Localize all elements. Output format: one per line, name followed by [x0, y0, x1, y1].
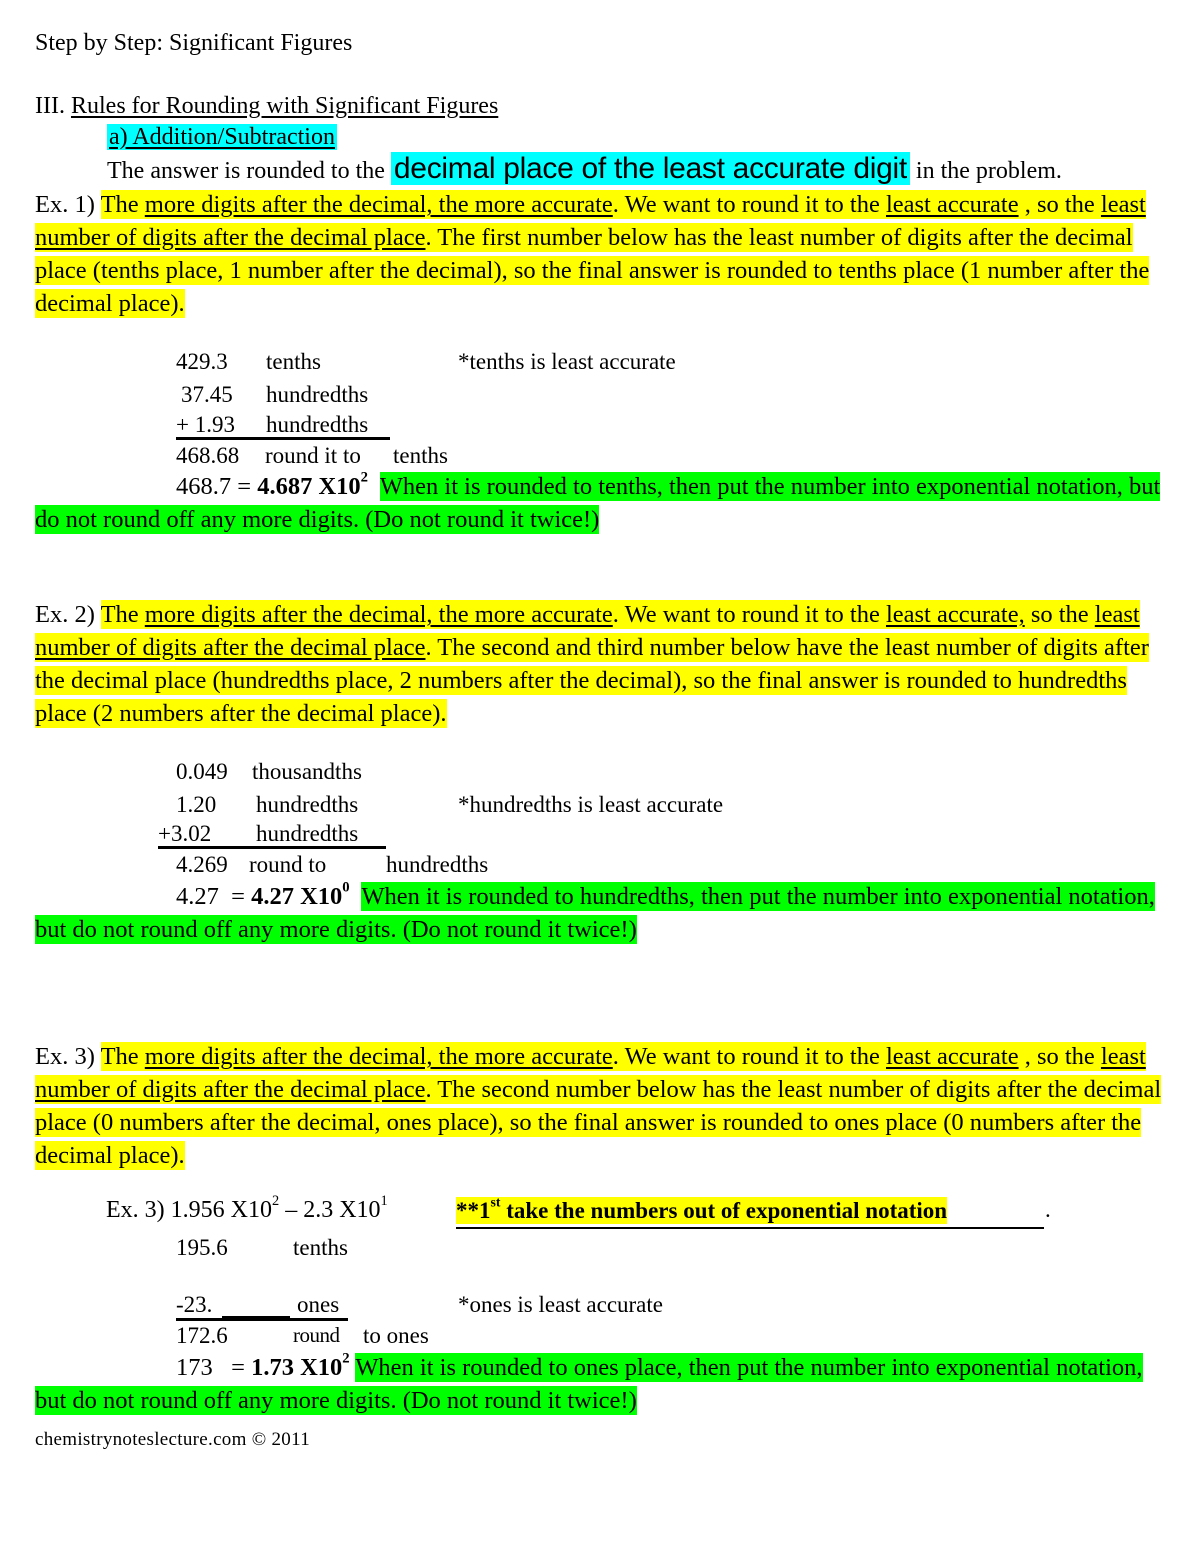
section-number: III. — [35, 93, 65, 119]
ex3-problem-exp2: 1 — [380, 1192, 388, 1209]
ex1-note: *tenths is least accurate — [458, 349, 676, 374]
intro-pre: The answer is rounded to the — [107, 158, 385, 184]
ex2-result-exp: 0 — [342, 879, 350, 896]
ex2-green-note: When it is rounded to hundredths, then put the number into exponential notation, but do not round off any more digits. (Do not round it twice!) — [35, 883, 1155, 943]
intro-emphasis: decimal place of the least accurate digit — [391, 152, 910, 185]
underlined-text: least number of digits after the decimal place — [35, 601, 1140, 661]
underlined-text: more digits after the decimal, the more accurate — [144, 1043, 613, 1070]
ex2-sum-label: round to — [249, 852, 327, 877]
text: . We want to round it to the — [612, 601, 880, 628]
ex1-result-plain: 468.7 = — [176, 473, 252, 500]
ex3-tip-highlight — [456, 1194, 948, 1224]
ex2-result-plain: 4.27 — [176, 883, 219, 910]
ex2-note: *hundredths is least accurate — [458, 792, 724, 817]
underlined-text: least number of digits after the decimal place — [35, 1043, 1146, 1103]
section-heading — [35, 94, 498, 118]
text: . The second and third number below have the least number of digits after the decimal place (hundredths place, 2 numbers after the decimal), so the final answer is rounded to hundredths place (2 numbers after the decimal place). — [35, 634, 1149, 727]
subsection-title: a) Addition/Subtraction — [109, 124, 335, 150]
ex2-result-eq: = — [231, 883, 245, 910]
ex1-row-3-num: + 1.93 — [176, 412, 235, 437]
ex2-sum-line — [158, 846, 386, 849]
intro-rule — [107, 154, 1062, 184]
underlined-text: least accurate, — [885, 601, 1025, 628]
ex2-result-bold: 4.27 X10 — [251, 883, 343, 910]
underlined-text: least number of digits after the decimal place — [35, 191, 1146, 251]
underlined-text: least accurate — [885, 1043, 1019, 1070]
intro-post: in the problem. — [915, 158, 1062, 184]
example-1-highlight — [35, 190, 1149, 318]
document-title: Step by Step: Significant Figures — [35, 30, 353, 56]
ex2-row-1-num: 0.049 — [176, 759, 228, 784]
ex2-result — [35, 880, 1165, 946]
ex1-row-1-num: 429.3 — [176, 349, 228, 374]
example-3-label: Ex. 3) — [35, 1043, 95, 1070]
example-2-paragraph — [35, 598, 1165, 730]
ex3-problem — [106, 1192, 388, 1223]
text: . The first number below has the least number of digits after the decimal place (tenths place, 1 number after the decimal), so the final answer is rounded to tenths place (1 number after the decimal place). — [35, 224, 1150, 317]
ex3-sum-label: round — [293, 1323, 340, 1347]
footer-copyright: chemistrynoteslecture.com © 2011 — [35, 1429, 311, 1450]
text: . The second number below has the least number of digits after the decimal place (0 numbers after the decimal, ones place), so the final answer is rounded to ones place (0 numbers after the decimal place). — [35, 1076, 1162, 1169]
ex3-row-1-label: tenths — [293, 1235, 348, 1260]
ex3-sum-line — [176, 1318, 348, 1321]
ex3-row-1-num: 195.6 — [176, 1235, 228, 1260]
ex3-problem-exp1: 2 — [271, 1192, 280, 1209]
ex3-problem-b: – 2.3 X10 — [279, 1197, 381, 1223]
ex1-result-bold: 4.687 X10 — [257, 473, 361, 500]
ex3-tip — [456, 1194, 948, 1223]
ex2-row-1-label: thousandths — [252, 759, 362, 784]
text: The — [100, 1043, 139, 1070]
ex3-green-note: When it is rounded to ones place, then put the number into exponential notation, but do not round off any more digits. (Do not round it twice!) — [35, 1354, 1143, 1414]
ex3-row-2-num: -23. — [176, 1292, 213, 1317]
text: so the — [1024, 601, 1089, 628]
underlined-text: more digits after the decimal, the more accurate — [144, 191, 613, 218]
ex3-sum-target: to ones — [363, 1323, 429, 1348]
ex3-result — [35, 1351, 1165, 1417]
ex3-note: *ones is least accurate — [458, 1292, 663, 1317]
text: The — [100, 191, 139, 218]
ex1-result — [35, 470, 1165, 536]
example-3-paragraph — [35, 1040, 1165, 1172]
ex3-sum: 172.6 — [176, 1323, 228, 1348]
ex3-problem-a: Ex. 3) 1.956 X10 — [106, 1197, 272, 1223]
ex2-row-2-num: 1.20 — [176, 792, 217, 817]
ex3-result-bold: 1.73 X10 — [251, 1354, 343, 1381]
example-1-paragraph — [35, 188, 1165, 320]
ex1-row-3-label: hundredths — [266, 412, 369, 437]
ex1-sum-label: round it to — [265, 443, 361, 468]
underlined-text: more digits after the decimal, the more accurate — [144, 601, 613, 628]
ex2-sum-target: hundredths — [386, 852, 489, 877]
ex2-sum: 4.269 — [176, 852, 228, 877]
text: . We want to round it to the — [612, 1043, 880, 1070]
ex1-sum-line — [176, 437, 390, 440]
underlined-text: least accurate — [885, 191, 1019, 218]
section-title: Rules for Rounding with Significant Figures — [70, 93, 499, 119]
ex3-tip-underline — [456, 1227, 1044, 1229]
example-2-highlight — [35, 600, 1149, 728]
ex1-row-2-num: 37.45 — [181, 382, 233, 407]
ex3-tip-post: take the numbers out of exponential notation — [500, 1198, 948, 1223]
text: , so the — [1018, 1043, 1095, 1070]
example-2-label: Ex. 2) — [35, 601, 95, 628]
ex2-row-3-num: +3.02 — [158, 821, 212, 846]
ex3-result-plain: 173 — [176, 1354, 213, 1381]
ex2-row-3-label: hundredths — [256, 821, 359, 846]
ex3-result-eq: = — [231, 1354, 245, 1381]
ex3-tip-pre: **1 — [456, 1198, 491, 1223]
ex3-row-2-label: ones — [297, 1292, 340, 1317]
ex1-row-2-label: hundredths — [266, 382, 369, 407]
ex1-row-1-label: tenths — [266, 349, 321, 374]
ex3-tip-dot: . — [1045, 1197, 1051, 1222]
ex1-result-exp: 2 — [360, 469, 368, 486]
text: The — [100, 601, 139, 628]
subsection-heading — [107, 124, 337, 150]
text: , so the — [1018, 191, 1095, 218]
ex1-green-note: When it is rounded to tenths, then put the number into exponential notation, but do not round off any more digits. (Do not round it twice!) — [35, 473, 1161, 533]
ex3-tip-sup: st — [490, 1194, 501, 1210]
ex1-sum: 468.68 — [176, 443, 240, 468]
example-1-label: Ex. 1) — [35, 191, 95, 218]
ex1-sum-target: tenths — [393, 443, 448, 468]
example-3-highlight — [35, 1042, 1161, 1170]
ex3-result-exp: 2 — [342, 1350, 350, 1367]
ex2-row-2-label: hundredths — [256, 792, 359, 817]
text: . We want to round it to the — [612, 191, 880, 218]
